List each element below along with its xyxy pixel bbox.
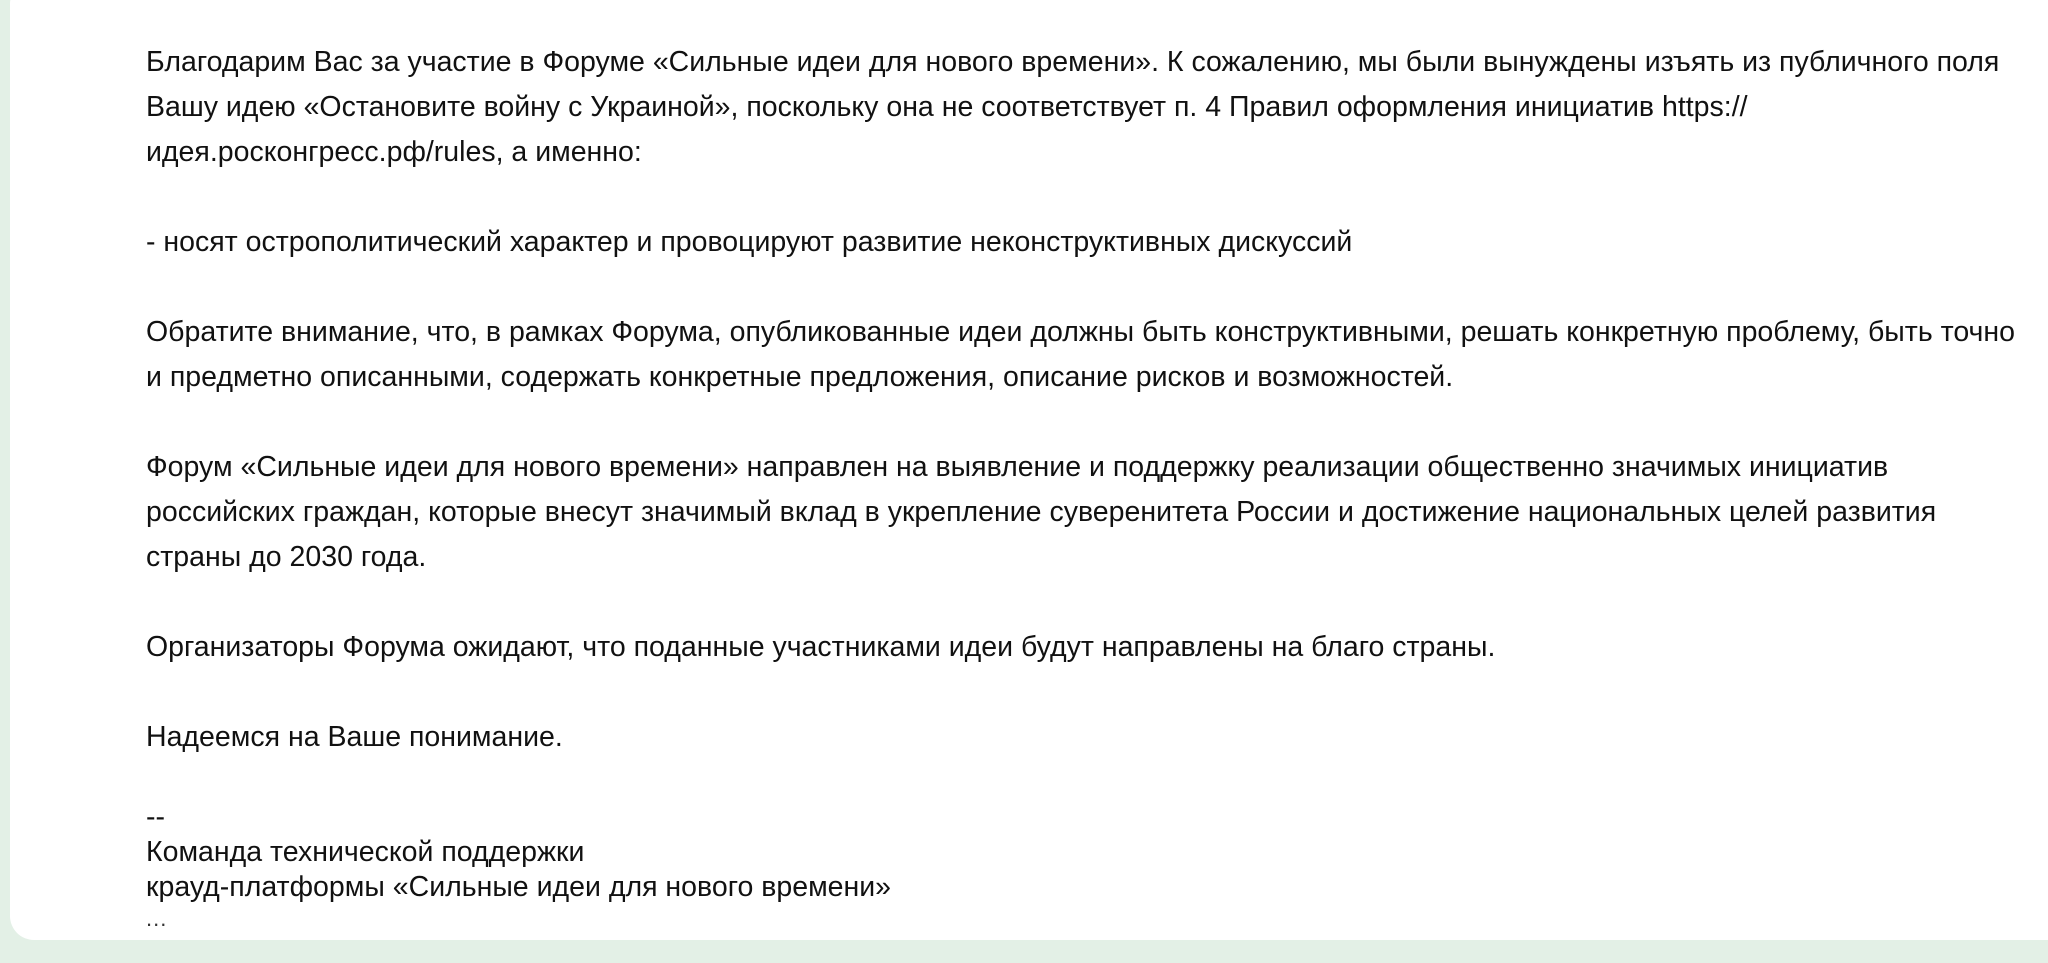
body-paragraph-organizers: Организаторы Форума ожидают, что поданные участниками идеи будут направлены на благо страны. xyxy=(146,631,1496,663)
body-paragraph-requirements: Обратите внимание, что, в рамках Форума, опубликованные идеи должны быть конструктивными, решать конкретную проблему, быть точно и предметно описанными, содержать конкретные предложения, описание рисков и возможностей. xyxy=(146,316,2015,393)
signature-line-team: Команда технической поддержки xyxy=(146,836,585,868)
body-paragraph-forum-purpose: Форум «Сильные идеи для нового времени» направлен на выявление и поддержку реализации общественно значимых инициатив российских граждан, которые внесут значимый вклад в укрепление суверенитета России и достижение национальных целей развития страны до 2030 года. xyxy=(146,451,1937,573)
email-body xyxy=(146,40,2026,933)
email-signature xyxy=(146,800,2026,905)
show-trimmed-content-button[interactable]: ... xyxy=(146,906,168,931)
body-paragraph-intro: Благодарим Вас за участие в Форуме «Сильные идеи для нового времени». К сожалению, мы были вынуждены изъять из публичного поля Вашу идею «Остановите войну с Украиной», поскольку она не соответствует п. 4 Правил оформления инициатив https://идея.росконгресс.рф/rules, а именно: xyxy=(146,46,2000,168)
body-paragraph-closing: Надеемся на Ваше понимание. xyxy=(146,721,563,753)
signature-line-platform: крауд-платформы «Сильные идеи для нового времени» xyxy=(146,871,892,903)
signature-separator: -- xyxy=(146,801,165,833)
body-paragraph-reason: - носят острополитический характер и провоцируют развитие неконструктивных дискуссий xyxy=(146,226,1353,258)
